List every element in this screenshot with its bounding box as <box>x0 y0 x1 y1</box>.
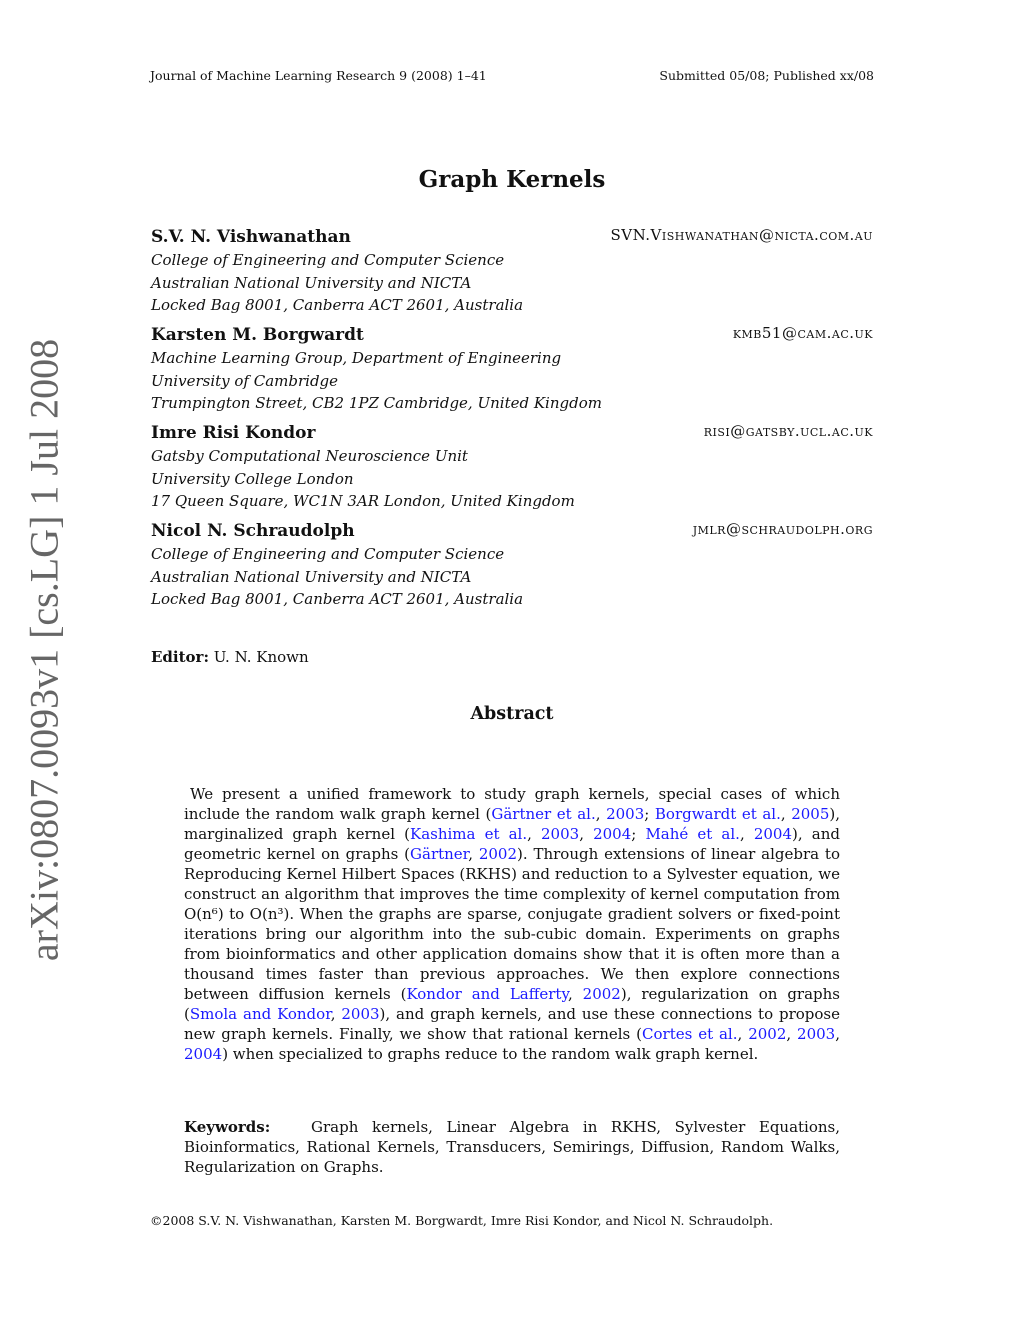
author-block <box>151 226 873 317</box>
author-affiliation-line: Gatsby Computational Neuroscience Unit <box>151 447 468 465</box>
author-email[interactable]: SVN.Vishwanathan@nicta.com.au <box>610 226 873 244</box>
citation-link[interactable]: 2003 <box>341 1005 380 1023</box>
author-block <box>151 520 873 611</box>
arxiv-stamp: arXiv:0807.0093v1 [cs.LG] 1 Jul 2008 <box>21 338 67 962</box>
citation-link[interactable]: 2003 <box>606 805 645 823</box>
author-affiliation-line: College of Engineering and Computer Science <box>151 545 505 563</box>
keywords-paragraph <box>184 1117 840 1177</box>
abstract-text: ). Through extensions of linear algebra to Reproducing Kernel Hilbert Spaces (RKHS) and reduction to a Sylvester equation, we construct an algorithm that improves the time complexity of kernel computation from O(n⁶) to O(n³). When the graphs are sparse, conjugate gradient solvers or fixed-point iterations bring our algorithm into the sub-cubic domain. Experiments on graphs from bioinformatics and other application domains show that it is often more than a thousand times faster than previous approaches. We then explore connections between diffusion kernels ( <box>184 845 840 1003</box>
author-affiliation-line: Trumpington Street, CB2 1PZ Cambridge, United Kingdom <box>151 394 602 413</box>
keywords-text: Graph kernels, Linear Algebra in RKHS, Sylvester Equations, Bioinformatics, Rational Kernels, Transducers, Semirings, Diffusion, Random Walks, Regularization on Graphs. <box>184 1118 841 1176</box>
citation-link[interactable]: 2004 <box>184 1045 223 1063</box>
copyright-line: ©2008 S.V. N. Vishwanathan, Karsten M. Borgwardt, Imre Risi Kondor, and Nicol N. Schraudolph. <box>150 1213 774 1228</box>
citation-link[interactable]: Borgwardt et al. <box>654 805 781 823</box>
author-affiliation-line: Locked Bag 8001, Canberra ACT 2601, Australia <box>151 590 524 609</box>
citation-link[interactable]: 2003 <box>541 825 580 843</box>
author-name: S.V. N. Vishwanathan <box>151 227 351 247</box>
citation-link[interactable]: 2004 <box>753 825 793 843</box>
abstract-text: ), and graph kernels, and use these connections to propose new graph kernels. Finally, we show that rational kernels ( <box>184 1005 840 1043</box>
author-name: Karsten M. Borgwardt <box>151 325 364 345</box>
author-affiliation-line: Machine Learning Group, Department of Engineering <box>151 349 562 367</box>
citation-link[interactable]: 2002 <box>582 985 621 1003</box>
author-affiliation-line: Australian National University and NICTA <box>151 567 472 586</box>
citation-link[interactable]: Mahé et al. <box>645 825 740 843</box>
author-email[interactable]: risi@gatsby.ucl.ac.uk <box>703 422 873 440</box>
abstract-text: ) when specialized to graphs reduce to the random walk graph kernel. <box>222 1045 759 1063</box>
citation-link[interactable]: 2003 <box>797 1025 836 1043</box>
citation-link[interactable]: 2005 <box>791 805 830 823</box>
running-header-journal: Journal of Machine Learning Research 9 (2008) 1–41 <box>150 68 487 83</box>
editor-name: U. N. Known <box>213 648 309 666</box>
author-name: Nicol N. Schraudolph <box>151 521 355 541</box>
author-name: Imre Risi Kondor <box>151 423 316 443</box>
editor-label: Editor: <box>151 648 209 666</box>
citation-link[interactable]: Kashima et al. <box>409 825 528 843</box>
abstract-text: ), marginalized graph kernel ( <box>184 805 840 843</box>
editor-line <box>151 648 309 666</box>
abstract-text: ), regularization on graphs ( <box>184 985 840 1023</box>
abstract-heading: Abstract <box>470 704 554 724</box>
abstract-text: ), and geometric kernel on graphs ( <box>184 825 840 863</box>
citation-link[interactable]: Smola and Kondor <box>189 1005 331 1023</box>
author-affiliation-line: Australian National University and NICTA <box>151 273 472 292</box>
running-header-dates: Submitted 05/08; Published xx/08 <box>659 68 874 83</box>
citation-link[interactable]: Gärtner et al. <box>491 805 596 823</box>
author-block <box>151 324 873 415</box>
paper-title: Graph Kernels <box>418 166 606 193</box>
author-email[interactable]: jmlr@schraudolph.org <box>692 520 873 538</box>
keywords-label: Keywords: <box>184 1118 271 1136</box>
abstract-text: We present a unified framework to study graph kernels, special cases of which include the random walk graph kernel ( <box>184 785 840 823</box>
author-email[interactable]: kmb51@cam.ac.uk <box>732 324 873 342</box>
author-affiliation-line: University College London <box>151 469 354 488</box>
citation-link[interactable]: Kondor and Lafferty <box>406 985 568 1003</box>
citation-link[interactable]: 2004 <box>593 825 632 843</box>
citation-link[interactable]: Cortes et al. <box>642 1025 738 1043</box>
author-affiliation-line: College of Engineering and Computer Science <box>151 251 505 269</box>
author-affiliation-line: 17 Queen Square, WC1N 3AR London, United Kingdom <box>151 492 575 511</box>
citation-link[interactable]: 2002 <box>748 1025 787 1043</box>
abstract-body: We present a unified framework to study graph kernels, special cases of which include the random walk graph kernel (Gärtner et al., 2003; Borgwardt et al., 2005), marginalized graph kernel (Kashima et al., 2003, 2004; Mahé et al., 2004), and geometric kernel on graphs (Gärtner, 2002). Through extensions of linear algebra to Reproducing Kernel Hilbert Spaces (RKHS) and reduction to a Sylvester equation, we construct an algorithm that improves the time complexity of kernel computation from O(n⁶) to O(n³). When the graphs are sparse, conjugate gradient solvers or fixed-point iterations bring our algorithm into the sub-cubic domain. Experiments on graphs from bioinformatics and other application domains show that it is often more than a thousand times faster than previous approaches. We then explore connections between diffusion kernels (Kondor and Lafferty, 2002), regularization on graphs (Smola and Kondor, 2003), and graph kernels, and use these connections to propose new graph kernels. Finally, we show that rational kernels (Cortes et al., 2002, 2003, 2004) when specialized to graphs reduce to the random walk graph kernel. <box>184 785 841 1063</box>
author-affiliation-line: University of Cambridge <box>151 371 339 390</box>
citation-link[interactable]: 2002 <box>478 845 517 863</box>
author-affiliation-line: Locked Bag 8001, Canberra ACT 2601, Australia <box>151 296 524 315</box>
author-block <box>151 422 873 513</box>
citation-link[interactable]: Gärtner <box>410 845 469 863</box>
